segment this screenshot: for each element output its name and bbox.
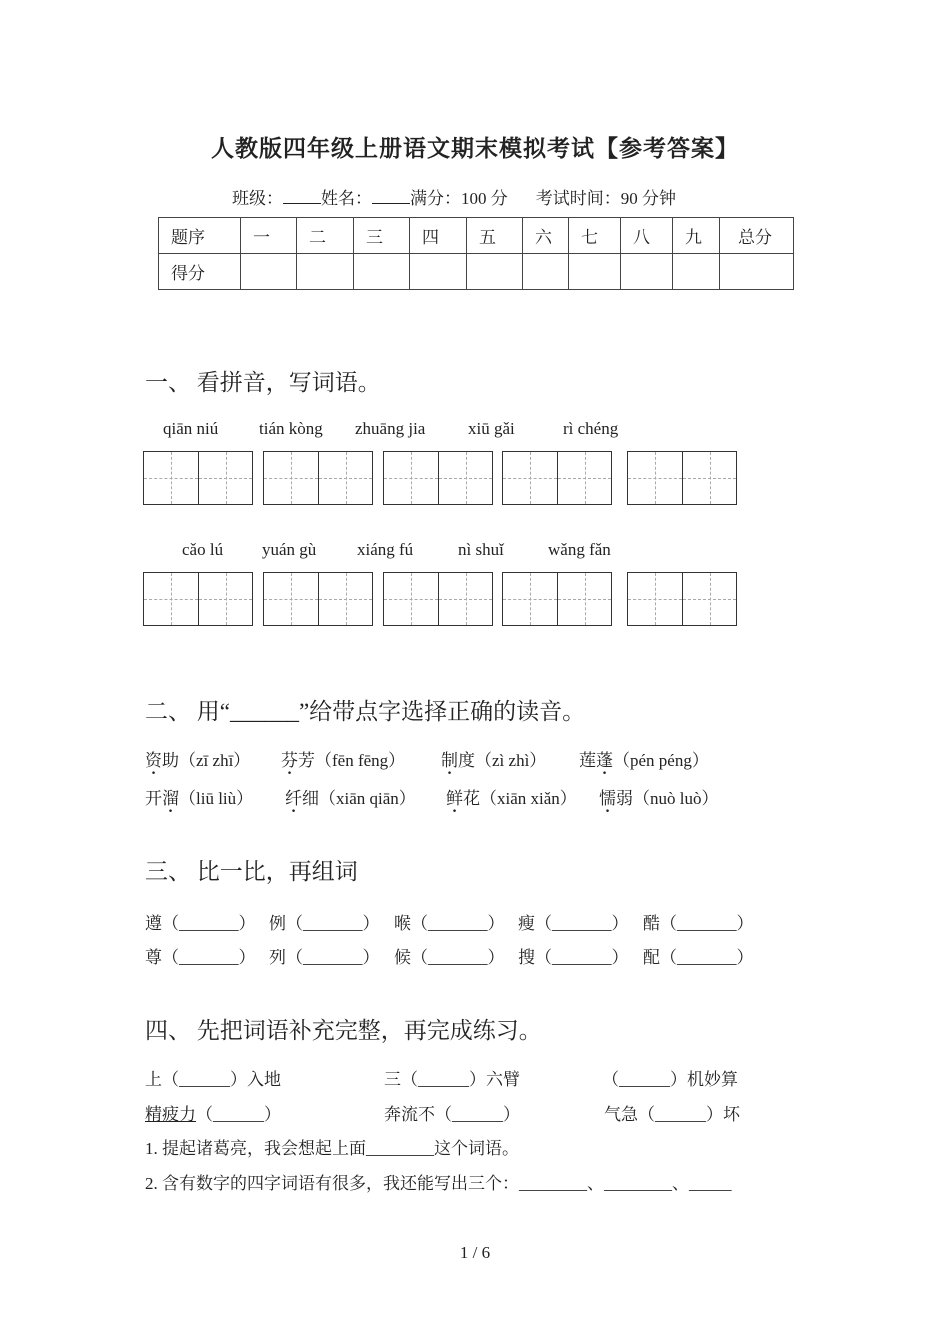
- word-pair-item[interactable]: 喉（_______）: [394, 914, 505, 933]
- writing-grid[interactable]: [383, 451, 493, 505]
- section-4-heading: 四、 先把词语补充完整，再完成练习。: [145, 1018, 542, 1043]
- pronunciation-item[interactable]: 制度（zì zhì）: [441, 751, 547, 770]
- score-cell[interactable]: [673, 254, 720, 290]
- word-pair-item[interactable]: 瘦（_______）: [518, 914, 629, 933]
- writing-grid[interactable]: [263, 572, 373, 626]
- word-pair-item[interactable]: 列（_______）: [269, 948, 380, 967]
- table-cell: 得分: [159, 254, 241, 290]
- pinyin-label: xiū gǎi: [468, 419, 515, 438]
- score-cell[interactable]: [354, 254, 410, 290]
- table-cell: 九: [673, 218, 720, 254]
- pronunciation-item[interactable]: 懦弱（nuò luò）: [599, 789, 719, 808]
- pinyin-label: xiáng fú: [357, 540, 414, 559]
- pinyin-label: cǎo lú: [182, 540, 224, 559]
- pronunciation-item[interactable]: 资助（zī zhī）: [145, 751, 251, 770]
- full-score: 满分：100 分: [410, 189, 508, 208]
- score-cell[interactable]: [241, 254, 297, 290]
- pinyin-label: yuán gù: [262, 540, 317, 559]
- score-cell[interactable]: [569, 254, 621, 290]
- writing-grid[interactable]: [502, 451, 612, 505]
- writing-grid[interactable]: [627, 451, 737, 505]
- table-cell: 一: [241, 218, 297, 254]
- table-cell: 三: [354, 218, 410, 254]
- idiom-item[interactable]: 气急（______）坏: [604, 1105, 740, 1124]
- writing-grid[interactable]: [383, 572, 493, 626]
- pinyin-label: nì shuǐ: [458, 540, 504, 559]
- page-title: 人教版四年级上册语文期末模拟考试【参考答案】: [211, 136, 739, 161]
- table-cell: 八: [621, 218, 673, 254]
- score-cell[interactable]: [410, 254, 467, 290]
- word-pair-item[interactable]: 配（_______）: [643, 948, 754, 967]
- word-pair-item[interactable]: 候（_______）: [394, 948, 505, 967]
- score-cell[interactable]: [621, 254, 673, 290]
- section-2-heading: 二、 用“______”给带点字选择正确的读音。: [145, 699, 586, 724]
- table-cell: 总分: [720, 218, 794, 254]
- table-cell: 五: [467, 218, 523, 254]
- exam-time: 考试时间：90 分钟: [535, 189, 676, 208]
- section-1-heading: 一、 看拼音，写词语。: [145, 370, 381, 395]
- writing-grid[interactable]: [143, 572, 253, 626]
- pronunciation-item[interactable]: 开溜（liū liù）: [145, 789, 254, 808]
- idiom-item[interactable]: （______）机妙算: [602, 1070, 738, 1089]
- question-1[interactable]: 1. 提起诸葛亮，我会想起上面________这个词语。: [145, 1139, 519, 1158]
- table-cell: 题序: [159, 218, 241, 254]
- score-table-score-row: [159, 254, 794, 290]
- idiom-item[interactable]: 三（______）六臂: [384, 1070, 520, 1089]
- idiom-item[interactable]: 精疲力（______）: [145, 1105, 281, 1124]
- table-cell: 六: [523, 218, 569, 254]
- score-table-header-row: [159, 218, 794, 254]
- score-cell[interactable]: [467, 254, 523, 290]
- exam-info: [232, 184, 676, 209]
- table-cell: 四: [410, 218, 467, 254]
- name-blank: [372, 189, 410, 204]
- pinyin-label: rì chéng: [563, 419, 619, 438]
- writing-grid[interactable]: [502, 572, 612, 626]
- score-cell[interactable]: [720, 254, 794, 290]
- idiom-item[interactable]: 上（______）入地: [145, 1070, 281, 1089]
- word-pair-item[interactable]: 搜（_______）: [518, 948, 629, 967]
- pronunciation-item[interactable]: 芬芳（fēn fēng）: [281, 751, 406, 770]
- score-table: [158, 217, 794, 290]
- score-cell[interactable]: [297, 254, 354, 290]
- word-pair-item[interactable]: 例（_______）: [269, 914, 380, 933]
- word-pair-item[interactable]: 酷（_______）: [643, 914, 754, 933]
- pinyin-label: zhuāng jia: [355, 419, 426, 438]
- name-label: 姓名：: [321, 189, 372, 208]
- pinyin-label: qiān niú: [163, 419, 219, 438]
- pinyin-label: wǎng fǎn: [548, 540, 611, 559]
- word-pair-item[interactable]: 尊（_______）: [145, 948, 256, 967]
- idiom-item[interactable]: 奔流不（______）: [384, 1105, 520, 1124]
- pronunciation-item[interactable]: 莲蓬（pén péng）: [579, 751, 709, 770]
- class-blank: [283, 189, 321, 204]
- writing-grid[interactable]: [263, 451, 373, 505]
- pinyin-label: tián kòng: [259, 419, 323, 438]
- class-label: 班级：: [232, 189, 283, 208]
- section-3-heading: 三、 比一比，再组词: [145, 859, 358, 884]
- writing-grid[interactable]: [627, 572, 737, 626]
- underlined-text: 精疲力: [145, 1105, 196, 1124]
- pronunciation-item[interactable]: 纤细（xiān qiān）: [285, 789, 416, 808]
- table-cell: 二: [297, 218, 354, 254]
- table-cell: 七: [569, 218, 621, 254]
- score-cell[interactable]: [523, 254, 569, 290]
- question-2[interactable]: 2. 含有数字的四字词语有很多，我还能写出三个：________、________、_____: [145, 1174, 732, 1193]
- writing-grid[interactable]: [143, 451, 253, 505]
- pronunciation-item[interactable]: 鲜花（xiān xiǎn）: [446, 789, 577, 808]
- word-pair-item[interactable]: 遵（_______）: [145, 914, 256, 933]
- page-number: 1 / 6: [459, 1243, 491, 1262]
